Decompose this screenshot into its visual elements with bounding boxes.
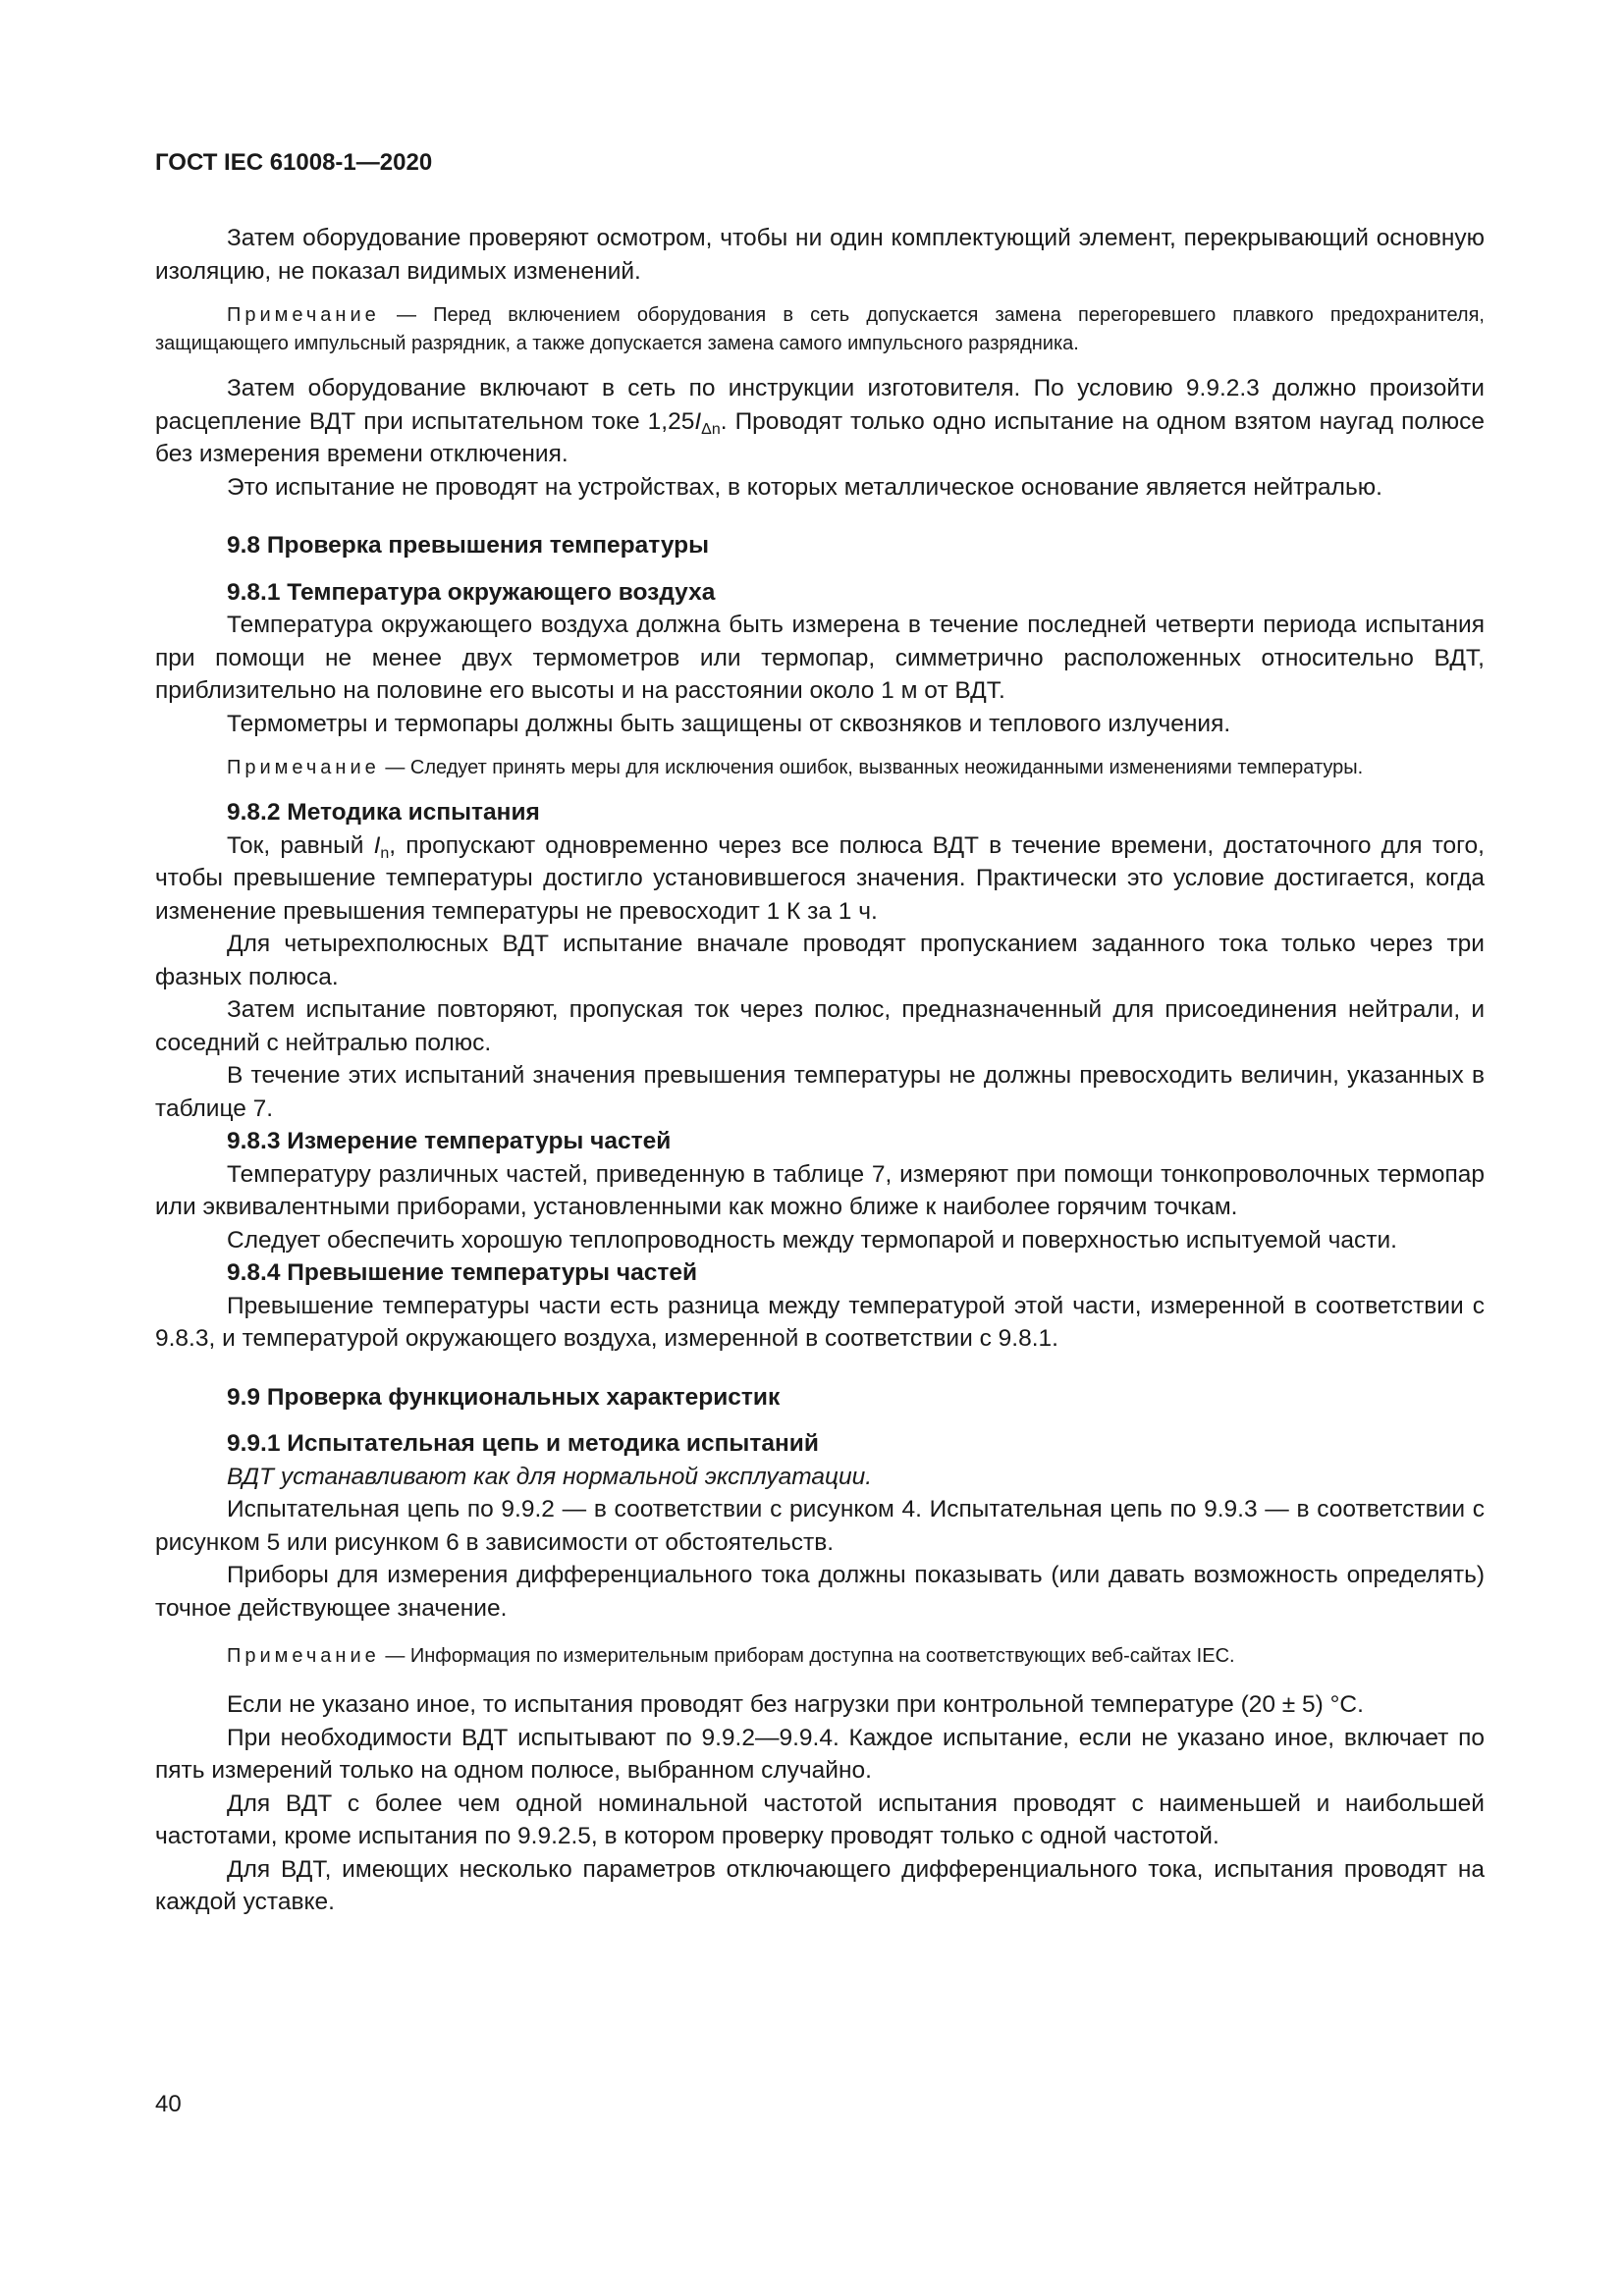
paragraph: Температуру различных частей, приведенную в таблице 7, измеряют при помощи тонкопроволочных термопар или эквивалентными приборами, установленными как можно ближе к наиболее горячим точкам.	[155, 1160, 1485, 1220]
symbol-i: I	[694, 407, 702, 435]
note-dash: —	[379, 757, 410, 778]
note-label: Примечание	[227, 757, 380, 778]
note-text: Информация по измерительным приборам доступна на соответствующих веб-сайтах IEC.	[409, 1645, 1235, 1667]
paragraph: Температура окружающего воздуха должна быть измерена в течение последней четверти периода испытания при помощи не менее двух термометров или термопар, симметрично расположенных относительно ВДТ, приблизительно на половине его высоты и на расстоянии около 1 м от ВДТ.	[155, 612, 1485, 704]
text-run: , пропускают одновременно через все полюса ВДТ в течение времени, достаточного для того, чтобы превышение температуры достигло установившегося значения. Практически это условие достигается, когда изменение превышения температуры не превосходит 1 К за 1 ч.	[155, 831, 1485, 925]
note-dash: —	[379, 304, 434, 326]
paragraph: Следует обеспечить хорошую теплопроводность между термопарой и поверхностью испытуемой части.	[227, 1226, 1397, 1254]
subsection-heading: 9.8.1 Температура окружающего воздуха	[227, 578, 716, 606]
paragraph: Испытательная цепь по 9.9.2 — в соответствии с рисунком 4. Испытательная цепь по 9.9.3 — в соответствии с рисунком 5 или рисунком 6 в зависимости от обстоятельств.	[155, 1496, 1485, 1556]
paragraph: Превышение температуры части есть разница между температурой этой части, измеренной в соответствии с 9.8.3, и температурой окружающего воздуха, измеренной в соответствии с 9.8.1.	[155, 1292, 1485, 1352]
paragraph: Для четырехполюсных ВДТ испытание вначале проводят пропусканием заданного тока только через три фазных полюса.	[155, 931, 1485, 990]
note	[155, 301, 1485, 358]
paragraph: Приборы для измерения дифференциального тока должны показывать (или давать возможность определять) точное действующее значение.	[155, 1562, 1485, 1622]
note	[155, 1642, 1485, 1671]
subscript: n	[380, 844, 390, 862]
paragraph	[155, 829, 1485, 929]
note-label: Примечание	[227, 304, 380, 326]
subsection-heading: 9.8.3 Измерение температуры частей	[227, 1128, 672, 1154]
subsection-heading: 9.9.1 Испытательная цепь и методика испытаний	[227, 1430, 819, 1457]
symbol-i: I	[373, 831, 381, 859]
note-text: Перед включением оборудования в сеть допускается замена перегоревшего плавкого предохранителя, защищающего импульсный разрядник, а также допускается замена самого импульсного разрядника.	[155, 304, 1485, 354]
subsection-heading: 9.8.4 Превышение температуры частей	[227, 1259, 698, 1286]
section-heading: 9.9 Проверка функциональных характеристик	[227, 1383, 781, 1411]
paragraph: Для ВДТ с более чем одной номинальной частотой испытания проводят с наименьшей и наибольшей частотами, кроме испытания по 9.9.2.5, в котором проверку проводят только с одной частотой.	[155, 1789, 1485, 1849]
paragraph: Если не указано иное, то испытания проводят без нагрузки при контрольной температуре (20 ± 5) °C.	[227, 1691, 1364, 1718]
text-run: Затем оборудование включают в сеть по инструкции изготовителя. По условию 9.9.2.3 должно произойти расцепление ВДТ при испытательном токе 1,25	[155, 375, 1485, 435]
subsection-heading: 9.8.2 Методика испытания	[227, 799, 540, 826]
subscript: Δn	[701, 420, 721, 438]
paragraph: ВДТ устанавливают как для нормальной эксплуатации.	[227, 1463, 873, 1490]
paragraph: Затем испытание повторяют, пропуская ток через полюс, предназначенный для присоединения нейтрали, и соседний с нейтралью полюс.	[155, 996, 1485, 1056]
note-dash: —	[379, 1645, 410, 1667]
text-run: . Проводят только одно испытание на одном взятом наугад полюсе без измерения времени отключения.	[155, 407, 1485, 467]
note-label: Примечание	[227, 1645, 380, 1667]
section-heading: 9.8 Проверка превышения температуры	[227, 532, 710, 559]
page-number: 40	[155, 2091, 182, 2117]
paragraph: Для ВДТ, имеющих несколько параметров отключающего дифференциального тока, испытания проводят на каждой уставке.	[155, 1855, 1485, 1915]
paragraph: При необходимости ВДТ испытывают по 9.9.2—9.9.4. Каждое испытание, если не указано иное, включает по пять измерений только на одном полюсе, выбранном случайно.	[155, 1724, 1485, 1784]
paragraph	[155, 372, 1485, 471]
paragraph: Термометры и термопары должны быть защищены от сквозняков и теплового излучения.	[227, 710, 1231, 737]
text-run: Ток, равный	[227, 831, 374, 859]
document-header: ГОСТ IEC 61008-1—2020	[155, 149, 433, 176]
note	[155, 754, 1485, 782]
paragraph: Это испытание не проводят на устройствах, в которых металлическое основание является нейтралью.	[227, 473, 1382, 501]
paragraph: В течение этих испытаний значения превышения температуры не должны превосходить величин, указанных в таблице 7.	[155, 1062, 1485, 1122]
note-text: Следует принять меры для исключения ошибок, вызванных неожиданными изменениями температуры.	[409, 757, 1364, 778]
paragraph: Затем оборудование проверяют осмотром, чтобы ни один комплектующий элемент, перекрывающий основную изоляцию, не показал видимых изменений.	[155, 225, 1485, 285]
